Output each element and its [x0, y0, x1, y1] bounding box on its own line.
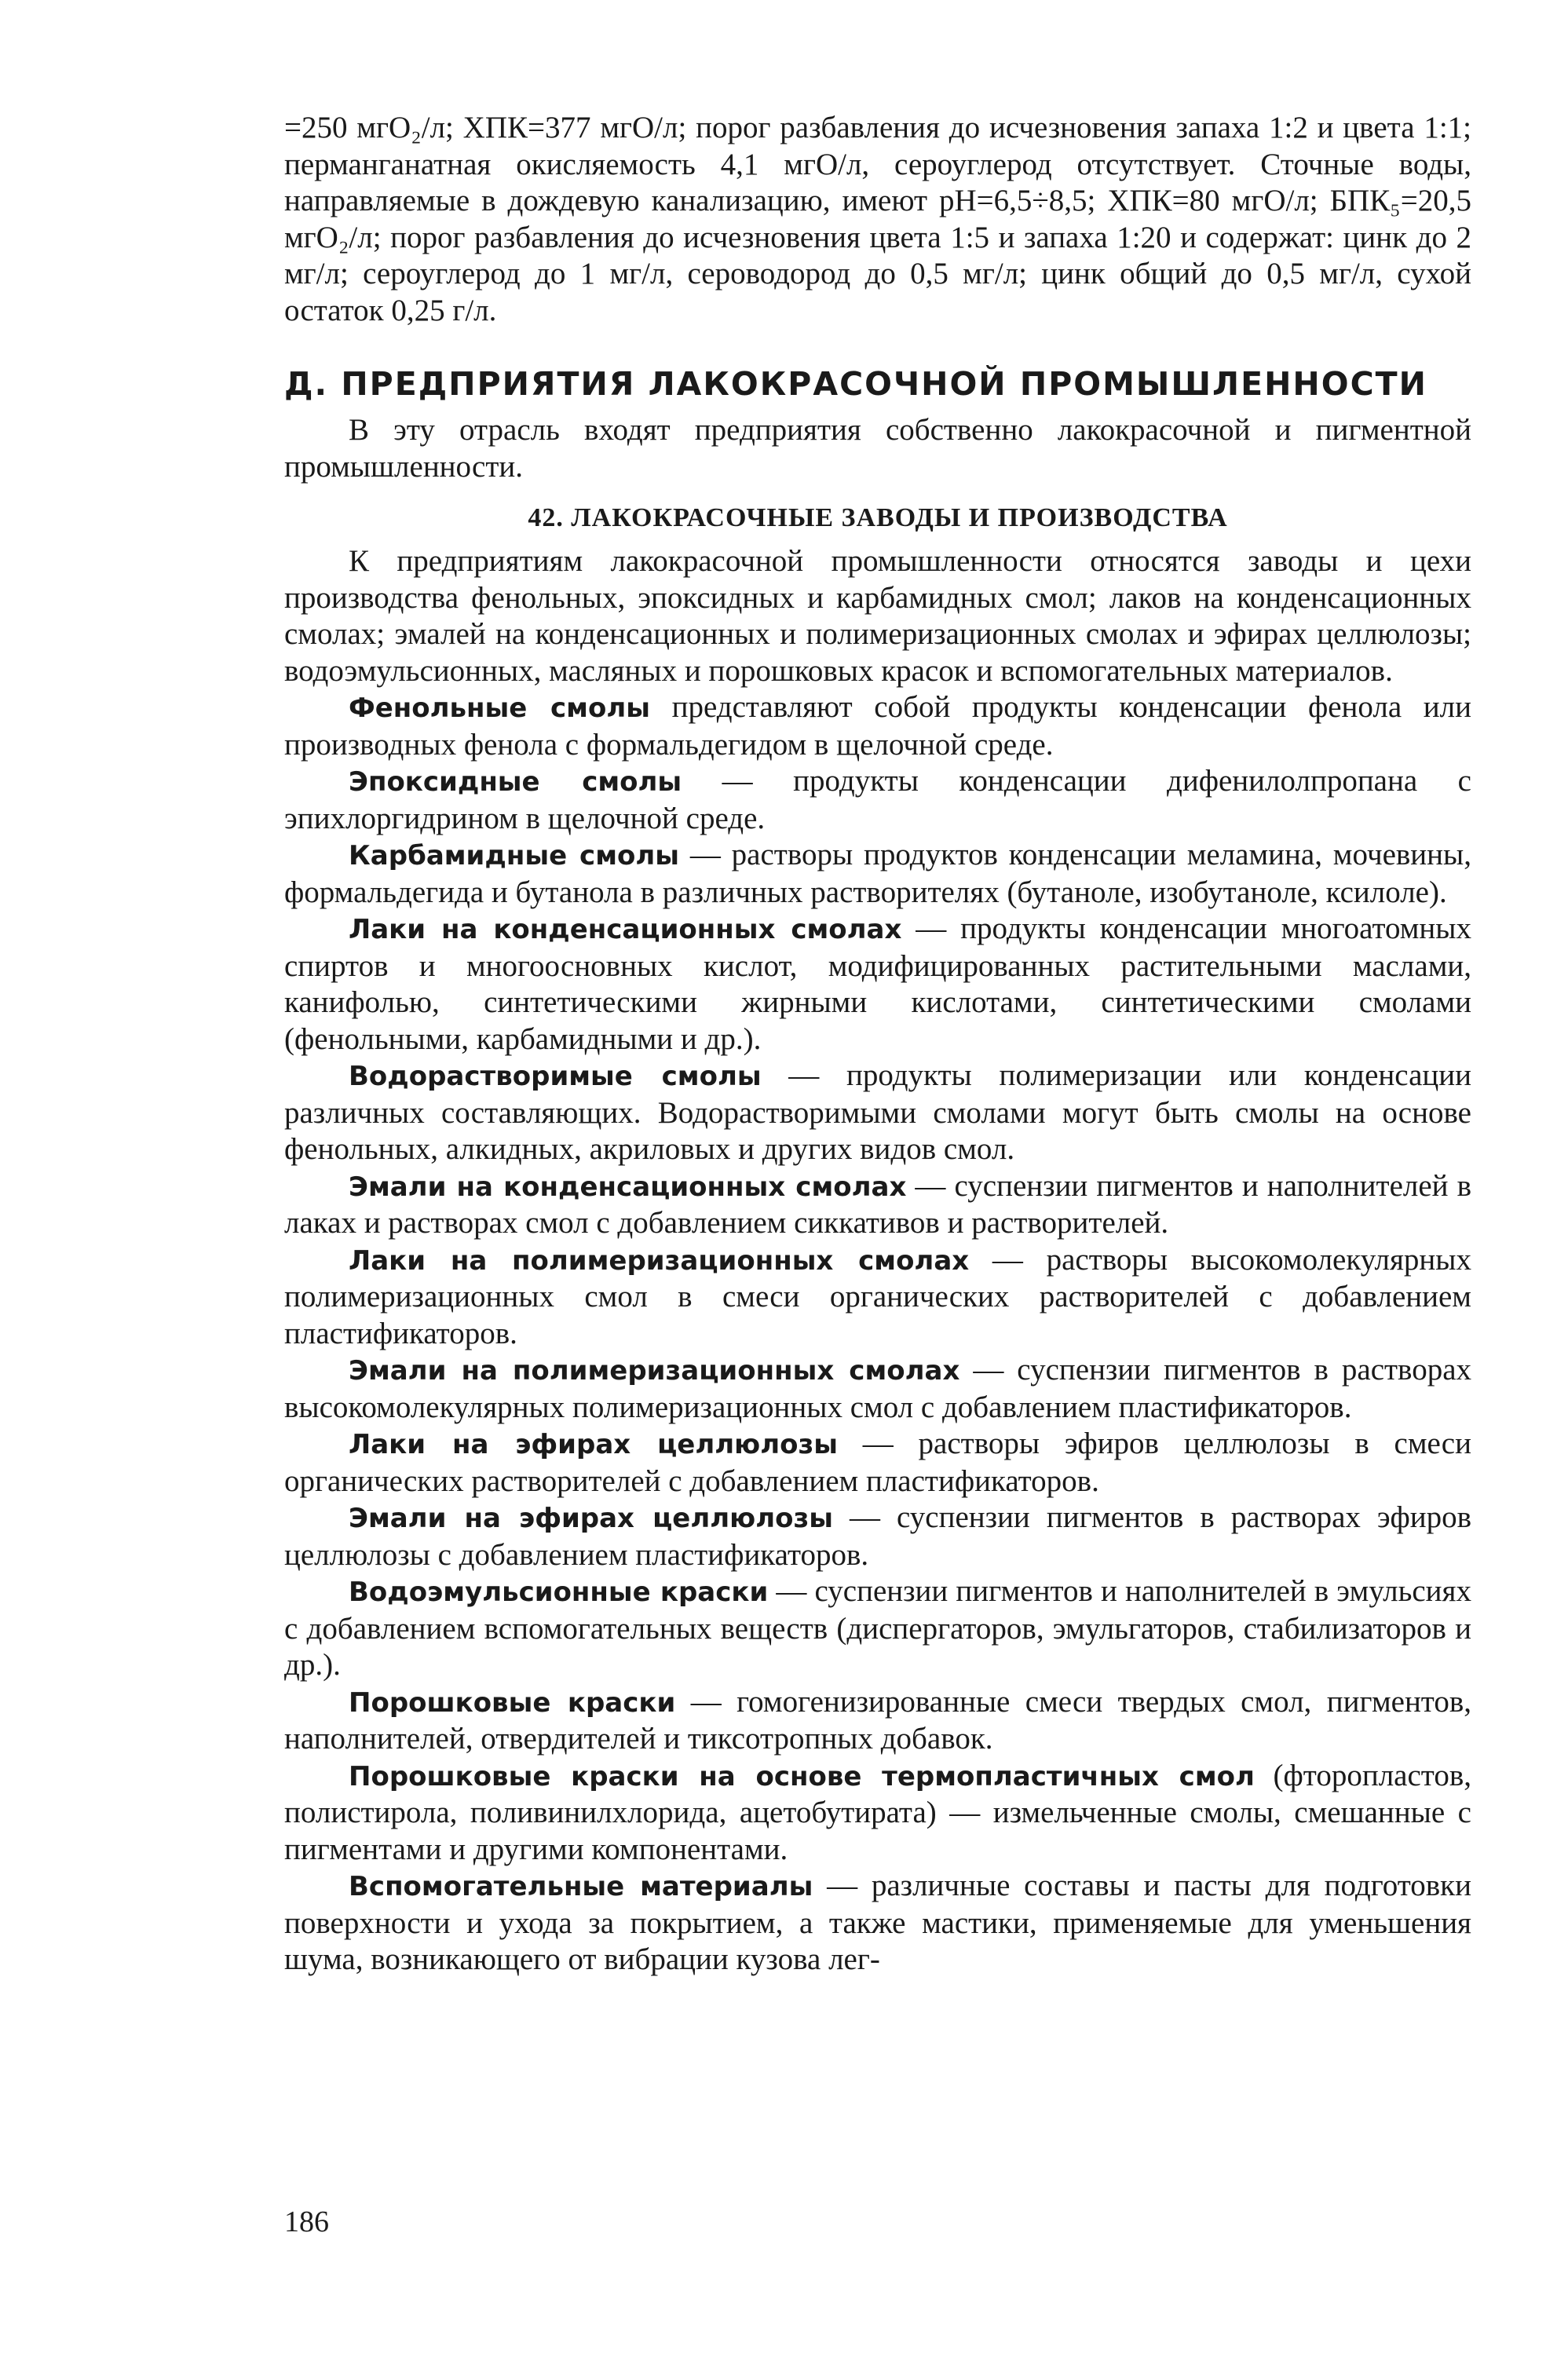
intro-paragraph: =250 мгО₂/л; ХПК=377 мгО/л; порог разбавления до исчезновения запаха 1:2 и цвета 1:1; перманганатная окисляемость 4,1 мгО/л, сероуглерод отсутствует. Сточные воды, направляемые в дождевую канализацию, имеют pH=6,5÷8,5; ХПК=80 мгО/л; БПК₅=20,5 мгО₂/л; порог разбавления до исчезновения цвета 1:5 и запаха 1:20 и содержат: цинк до 2 мг/л; сероуглерод до 1 мг/л, сероводород до 0,5 мг/л; цинк общий до 0,5 мг/л, сухой остаток 0,25 г/л. — [284, 111, 1471, 327]
definition-text: — растворы продуктов конденсации меламина, мочевины, формальдегида и бутанола в различных растворителях (бутаноле, изобутаноле, ксилоле). — [284, 838, 1471, 909]
section-title: Д. ПРЕДПРИЯТИЯ ЛАКОКРАСОЧНОЙ ПРОМЫШЛЕННОСТИ — [284, 365, 1427, 403]
definition-paragraph — [284, 1684, 1471, 1758]
subsection-intro-paragraph: К предприятиям лакокрасочной промышленности относятся заводы и цехи производства фенольных, эпоксидных и карбамидных смол; лаков на конденсационных смолах; эмалей на конденсационных и полимеризационных смолах и эфирах целлюлозы; водоэмульсионных, масляных и порошковых красок и вспомогательных материалов. — [284, 544, 1471, 688]
definition-text: (фторопластов, полистирола, поливинилхлорида, ацетобутирата) — измельченные смолы, смешанные с пигментами и другими компонентами. — [284, 1758, 1471, 1866]
definition-text: — суспензии пигментов в растворах высокомолекулярных полимеризационных смол с добавлением пластификаторов. — [284, 1353, 1472, 1424]
definition-paragraph — [284, 1573, 1471, 1684]
definition-term: Эмали на полимеризационных смолах — [349, 1355, 960, 1387]
definition-paragraph — [284, 1242, 1471, 1353]
definition-term: Эмали на эфирах целлюлозы — [349, 1503, 833, 1534]
definition-paragraph — [284, 911, 1471, 1058]
page-body — [284, 110, 1471, 1979]
definition-text: представляют собой продукты конденсации фенола или производных фенола с формальдегидом в щелочной среде. — [284, 690, 1471, 762]
definition-term: Порошковые краски на основе термопластичных смол — [349, 1760, 1255, 1792]
definition-term: Карбамидные смолы — [349, 840, 679, 871]
definition-paragraph — [284, 1758, 1471, 1869]
definition-text: — продукты конденсации многоатомных спиртов и многоосновных кислот, модифицированных растительными маслами, канифолью, синтетическими жирными кислотами, синтетическими смолами (фенольными, карбамидными и др.). — [284, 912, 1471, 1056]
definition-term: Фенольные смолы — [349, 692, 650, 724]
definition-term: Порошковые краски — [349, 1686, 676, 1719]
definition-term: Эпоксидные смолы — [349, 766, 682, 798]
section-intro-paragraph: В эту отрасль входят предприятия собственно лакокрасочной и пигментной промышленности. — [284, 413, 1471, 484]
definition-paragraph — [284, 1352, 1471, 1426]
definition-text: — растворы высокомолекулярных полимеризационных смол в смеси органических растворителей с добавлением пластификаторов. — [284, 1242, 1472, 1350]
definition-term: Лаки на полимеризационных смолах — [349, 1244, 970, 1277]
definition-paragraph — [284, 689, 1471, 763]
definition-text: — суспензии пигментов и наполнителей в эмульсиях с добавлением вспомогательных веществ (диспергаторов, эмульгаторов, стабилизаторов и др.). — [284, 1574, 1471, 1682]
definition-term: Лаки на эфирах целлюлозы — [349, 1429, 838, 1460]
definition-text: — продукты полимеризации или конденсации различных составляющих. Водорастворимыми смолами могут быть смолы на основе фенольных, алкидных, акриловых и других видов смол. — [284, 1058, 1471, 1166]
definition-term: Водорастворимые смолы — [349, 1061, 762, 1092]
definition-paragraph — [284, 1426, 1471, 1500]
definition-text: — суспензии пигментов в растворах эфиров целлюлозы с добавлением пластификаторов. — [284, 1500, 1471, 1572]
definition-paragraph — [284, 763, 1471, 837]
definition-term: Лаки на конденсационных смолах — [349, 914, 902, 945]
definition-text: — продукты конденсации дифенилолпропана с эпихлоргидрином в щелочной среде. — [284, 764, 1471, 835]
definition-paragraph — [284, 1868, 1471, 1979]
definition-term: Эмали на конденсационных смолах — [349, 1171, 907, 1203]
definition-text: — суспензии пигментов и наполнителей в лаках и растворах смол с добавлением сиккативов и растворителей. — [284, 1168, 1471, 1240]
definition-term: Вспомогательные материалы — [349, 1871, 813, 1902]
definition-text: — растворы эфиров целлюлозы в смеси органических растворителей с добавлением пластификаторов. — [284, 1427, 1471, 1498]
definition-paragraph — [284, 1168, 1471, 1242]
definition-paragraph — [284, 1500, 1471, 1573]
definition-term: Водоэмульсионные краски — [349, 1577, 769, 1608]
definition-text: — гомогенизированные смеси твердых смол, пигментов, наполнителей, отвердителей и тиксотропных добавок. — [284, 1684, 1472, 1756]
subsection-title: 42. ЛАКОКРАСОЧНЫЕ ЗАВОДЫ И ПРОИЗВОДСТВА — [528, 503, 1228, 532]
definition-paragraph — [284, 1058, 1471, 1168]
definition-paragraph — [284, 837, 1471, 911]
page-number: 186 — [284, 2205, 329, 2238]
definition-text: — различные составы и пасты для подготовки поверхности и ухода за покрытием, а также мастики, применяемые для уменьшения шума, возникающего от вибрации кузова лег- — [284, 1869, 1471, 1976]
